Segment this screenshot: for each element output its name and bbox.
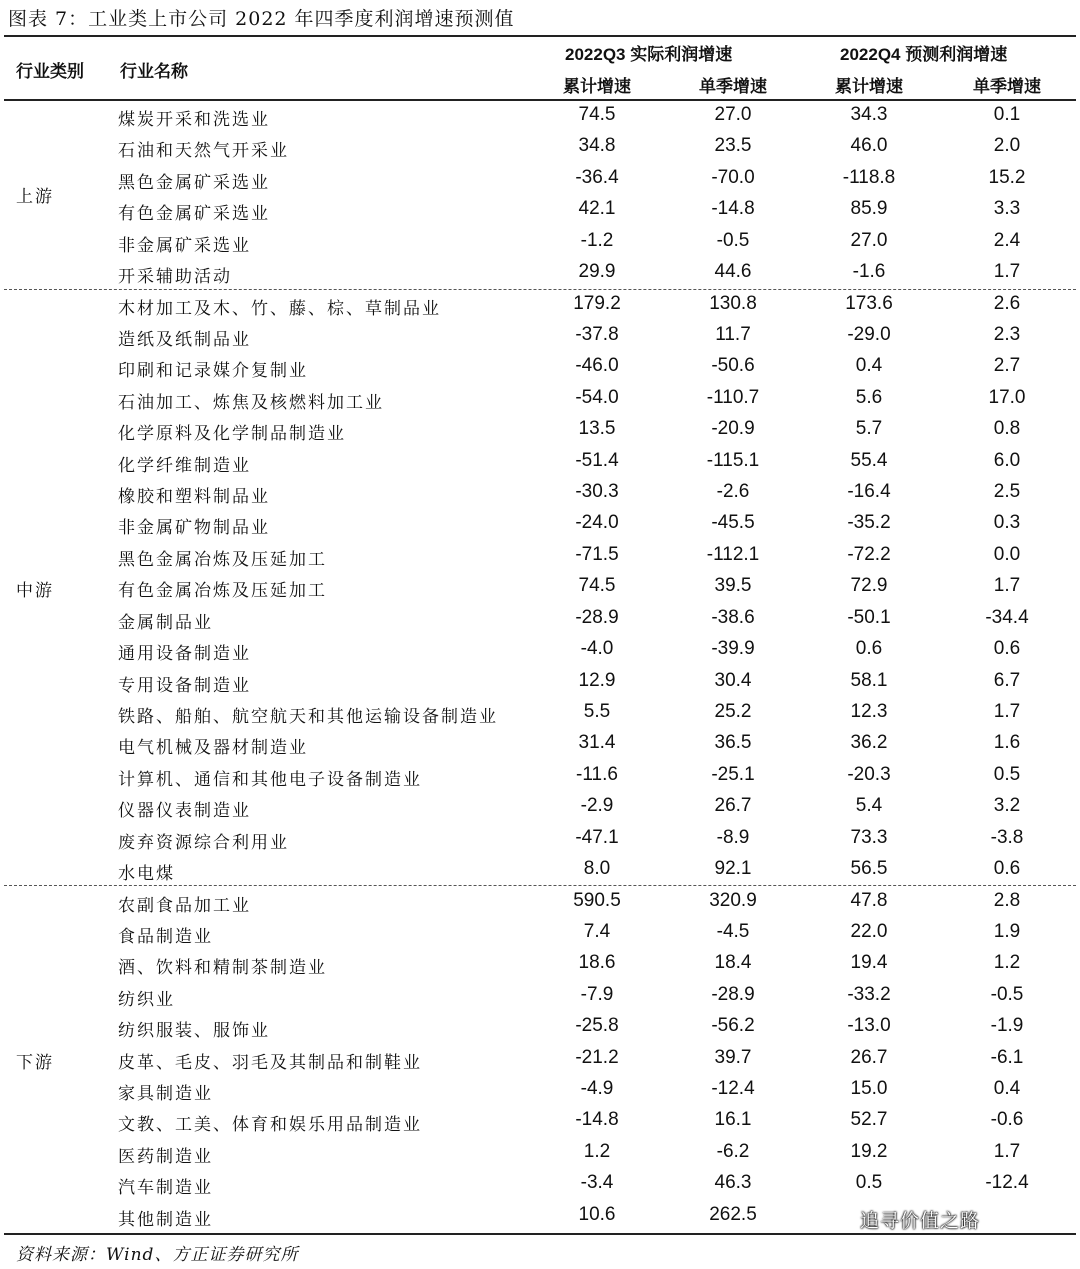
q4-cumulative-growth: -50.1: [847, 606, 891, 628]
q3-single-growth: 130.8: [709, 292, 757, 314]
table-row: [0, 729, 1080, 760]
table-row: [0, 1169, 1080, 1200]
q3-single-growth: -14.8: [711, 198, 755, 220]
table-row: [0, 1075, 1080, 1106]
q3-single-growth: -28.9: [711, 983, 755, 1005]
industry-name: 黑色金属矿采选业: [118, 172, 270, 193]
industry-name: 有色金属矿采选业: [118, 204, 270, 225]
industry-name: 纺织业: [118, 989, 175, 1010]
table-row: [0, 164, 1080, 195]
q4-single-growth: 1.2: [993, 952, 1021, 974]
table-row: [0, 447, 1080, 478]
header-group-q3: 2022Q3 实际利润增速: [565, 45, 733, 64]
watermark: 追寻价值之路: [860, 1210, 981, 1232]
q3-single-growth: 11.7: [715, 323, 751, 345]
table-row: [0, 478, 1080, 509]
industry-name: 农副食品加工业: [118, 895, 251, 916]
q4-cumulative-growth: -35.2: [847, 512, 891, 534]
q3-single-growth: 27.0: [714, 104, 752, 125]
table-row: [0, 667, 1080, 698]
q4-cumulative-growth: 52.7: [850, 1109, 888, 1131]
q4-cumulative-growth: 85.9: [850, 198, 888, 220]
header-q3-single: 单季增速: [699, 77, 767, 97]
table-row: [0, 384, 1080, 415]
category-midstream: 中游: [16, 581, 54, 601]
table-row: [0, 887, 1080, 918]
q4-single-growth: 0.6: [993, 638, 1021, 660]
q3-single-growth: -8.9: [716, 826, 750, 848]
q4-single-growth: -1.9: [990, 1015, 1024, 1037]
table-row: [0, 1106, 1080, 1137]
q4-single-growth: -0.5: [990, 983, 1024, 1005]
q3-cumulative-growth: 74.5: [578, 575, 616, 597]
q4-cumulative-growth: 19.4: [850, 952, 888, 974]
q4-cumulative-growth: 34.3: [850, 104, 888, 125]
q4-cumulative-growth: 55.4: [850, 449, 888, 471]
category-downstream: 下游: [16, 1053, 54, 1073]
q4-cumulative-growth: -16.4: [847, 481, 891, 503]
table-row: [0, 321, 1080, 352]
q3-single-growth: 39.7: [714, 1046, 752, 1068]
q3-cumulative-growth: -7.9: [580, 983, 614, 1005]
q3-single-growth: -20.9: [711, 418, 755, 440]
q4-cumulative-growth: 73.3: [850, 826, 888, 848]
q3-single-growth: 46.3: [714, 1172, 752, 1194]
q3-single-growth: -12.4: [711, 1078, 755, 1100]
industry-name: 有色金属冶炼及压延加工: [118, 581, 327, 602]
q4-cumulative-growth: 19.2: [850, 1140, 888, 1162]
q4-single-growth: 2.7: [993, 355, 1021, 377]
q4-cumulative-growth: 46.0: [850, 135, 888, 157]
table-row: [0, 415, 1080, 446]
q3-single-growth: 36.5: [714, 732, 752, 754]
table-row: [0, 698, 1080, 729]
q3-single-growth: -25.1: [711, 763, 755, 785]
q3-cumulative-growth: -2.9: [580, 795, 614, 817]
q3-cumulative-growth: -37.8: [575, 323, 619, 345]
q4-single-growth: 6.0: [993, 449, 1021, 471]
q3-single-growth: -50.6: [711, 355, 755, 377]
industry-name: 木材加工及木、竹、藤、棕、草制品业: [118, 298, 441, 319]
table-row: [0, 1012, 1080, 1043]
q3-cumulative-growth: 12.9: [578, 669, 616, 691]
q3-cumulative-growth: -21.2: [575, 1046, 619, 1068]
table-row: [0, 792, 1080, 823]
q3-single-growth: 320.9: [709, 889, 757, 911]
industry-name: 化学原料及化学制品制造业: [118, 424, 346, 445]
q4-cumulative-growth: -13.0: [847, 1015, 891, 1037]
header-category: 行业类别: [16, 62, 84, 82]
industry-name: 开采辅助活动: [118, 267, 232, 288]
q3-cumulative-growth: -71.5: [575, 543, 619, 565]
table-row: [0, 981, 1080, 1012]
industry-name: 其他制造业: [118, 1209, 213, 1230]
q4-single-growth: 3.2: [993, 795, 1021, 817]
industry-name: 酒、饮料和精制茶制造业: [118, 958, 327, 979]
q3-single-growth: 26.7: [714, 795, 752, 817]
table-row: [0, 635, 1080, 666]
industry-name: 通用设备制造业: [118, 644, 251, 665]
industry-name: 造纸及纸制品业: [118, 329, 251, 350]
industry-name: 煤炭开采和洗选业: [118, 110, 270, 130]
q4-single-growth: 0.5: [993, 763, 1021, 785]
q3-cumulative-growth: -11.6: [576, 763, 618, 785]
q4-single-growth: 0.4: [993, 1078, 1021, 1100]
industry-name: 文教、工美、体育和娱乐用品制造业: [118, 1115, 422, 1136]
q3-cumulative-growth: 13.5: [578, 418, 616, 440]
q4-single-growth: 2.0: [993, 135, 1021, 157]
q3-cumulative-growth: 1.2: [583, 1140, 611, 1162]
q4-single-growth: 3.3: [993, 198, 1021, 220]
q4-single-growth: 2.4: [993, 229, 1021, 251]
table-row: [0, 195, 1080, 226]
table-top-rule: [4, 35, 1076, 37]
table-row: [0, 1044, 1080, 1075]
q4-single-growth: 1.7: [993, 1140, 1021, 1162]
industry-name: 化学纤维制造业: [118, 455, 251, 476]
q4-cumulative-growth: 27.0: [850, 229, 888, 251]
q3-single-growth: 262.5: [709, 1203, 757, 1225]
q3-cumulative-growth: -24.0: [575, 512, 619, 534]
q3-single-growth: 16.1: [714, 1109, 752, 1131]
industry-name: 黑色金属冶炼及压延加工: [118, 549, 327, 570]
q4-cumulative-growth: -1.6: [852, 261, 886, 283]
q4-single-growth: 0.3: [993, 512, 1021, 534]
table-row: [0, 1138, 1080, 1169]
q4-cumulative-growth: -118.8: [842, 166, 896, 188]
industry-name: 医药制造业: [118, 1146, 213, 1167]
q4-cumulative-growth: 72.9: [850, 575, 888, 597]
industry-name: 皮革、毛皮、羽毛及其制品和制鞋业: [118, 1052, 422, 1073]
industry-name: 家具制造业: [118, 1084, 213, 1105]
q3-single-growth: -38.6: [711, 606, 755, 628]
q4-single-growth: 1.7: [993, 700, 1021, 722]
industry-name: 汽车制造业: [118, 1178, 213, 1199]
industry-name: 非金属矿采选业: [118, 235, 251, 256]
q3-single-growth: -2.6: [716, 481, 750, 503]
industry-name: 计算机、通信和其他电子设备制造业: [118, 769, 422, 790]
q3-cumulative-growth: 29.9: [578, 261, 616, 283]
q3-single-growth: 23.5: [714, 135, 752, 157]
q4-single-growth: 2.8: [993, 889, 1021, 911]
table-row: [0, 604, 1080, 635]
q4-single-growth: 0.8: [993, 418, 1021, 440]
source-note: 资料来源：Wind、方正证券研究所: [16, 1245, 299, 1265]
q4-single-growth: 0.1: [993, 104, 1021, 125]
table-row: [0, 352, 1080, 383]
q4-cumulative-growth: 22.0: [850, 920, 888, 942]
q3-cumulative-growth: 74.5: [578, 104, 616, 125]
q3-cumulative-growth: -14.8: [575, 1109, 619, 1131]
q4-single-growth: -6.1: [990, 1046, 1024, 1068]
q3-single-growth: -4.5: [716, 920, 750, 942]
table-row: [0, 227, 1080, 258]
q3-single-growth: 30.4: [714, 669, 752, 691]
q4-single-growth: -0.6: [990, 1109, 1024, 1131]
q4-cumulative-growth: -29.0: [847, 323, 891, 345]
q3-cumulative-growth: 590.5: [573, 889, 621, 911]
q4-cumulative-growth: 15.0: [850, 1078, 888, 1100]
q4-single-growth: 1.7: [993, 261, 1021, 283]
q3-cumulative-growth: -1.2: [580, 229, 614, 251]
q3-cumulative-growth: 7.4: [583, 920, 611, 942]
q4-single-growth: 1.9: [993, 920, 1021, 942]
industry-name: 非金属矿物制品业: [118, 518, 270, 539]
q3-cumulative-growth: 18.6: [578, 952, 616, 974]
q3-single-growth: -45.5: [711, 512, 755, 534]
q3-single-growth: 39.5: [714, 575, 752, 597]
q4-cumulative-growth: 36.2: [850, 732, 888, 754]
q4-cumulative-growth: -20.3: [847, 763, 891, 785]
q4-single-growth: -34.4: [985, 606, 1029, 628]
q3-cumulative-growth: -46.0: [575, 355, 619, 377]
industry-name: 印刷和记录媒介复制业: [118, 361, 308, 382]
industry-name: 水电煤: [118, 864, 175, 885]
figure-title: 图表 7：工业类上市公司 2022 年四季度利润增速预测值: [8, 8, 515, 30]
table-row: [0, 855, 1080, 886]
table-row: [0, 509, 1080, 540]
q3-cumulative-growth: -36.4: [575, 166, 619, 188]
q3-single-growth: 44.6: [714, 261, 752, 283]
q3-single-growth: -0.5: [716, 229, 750, 251]
q4-single-growth: -3.8: [990, 826, 1024, 848]
table-row: [0, 541, 1080, 572]
table-row: [0, 132, 1080, 163]
table-row: [0, 101, 1080, 132]
q4-cumulative-growth: 173.6: [845, 292, 893, 314]
q4-cumulative-growth: 12.3: [850, 700, 888, 722]
q4-single-growth: 0.6: [993, 858, 1021, 880]
q3-single-growth: -56.2: [711, 1015, 755, 1037]
group-divider: [4, 885, 1076, 886]
q3-single-growth: 92.1: [714, 858, 752, 880]
table-bottom-rule: [4, 1233, 1076, 1235]
q4-cumulative-growth: 0.6: [855, 638, 883, 660]
q3-cumulative-growth: 42.1: [578, 198, 616, 220]
q4-single-growth: 0.0: [993, 543, 1021, 565]
group-divider: [4, 289, 1076, 290]
q3-cumulative-growth: -25.8: [575, 1015, 619, 1037]
q3-cumulative-growth: 179.2: [573, 292, 621, 314]
q4-single-growth: 1.7: [993, 575, 1021, 597]
q4-single-growth: 2.3: [993, 323, 1021, 345]
header-q4-cum: 累计增速: [835, 77, 903, 97]
q4-cumulative-growth: 56.5: [850, 858, 888, 880]
q3-single-growth: 18.4: [714, 952, 752, 974]
q3-single-growth: -112.1: [706, 543, 760, 565]
q3-single-growth: -110.7: [706, 386, 760, 408]
q3-cumulative-growth: 10.6: [578, 1203, 616, 1225]
industry-name: 金属制品业: [118, 612, 213, 633]
q3-cumulative-growth: -30.3: [575, 481, 619, 503]
q4-cumulative-growth: 5.4: [855, 795, 883, 817]
q4-single-growth: 2.6: [993, 292, 1021, 314]
q4-cumulative-growth: 5.7: [855, 418, 883, 440]
q4-single-growth: -12.4: [985, 1172, 1029, 1194]
table-row: [0, 290, 1080, 321]
table-row: [0, 824, 1080, 855]
q4-cumulative-growth: -33.2: [847, 983, 891, 1005]
q3-single-growth: -70.0: [711, 166, 755, 188]
q3-single-growth: 25.2: [714, 700, 752, 722]
table-row: [0, 572, 1080, 603]
industry-name: 铁路、船舶、航空航天和其他运输设备制造业: [118, 706, 498, 727]
q3-cumulative-growth: 31.4: [578, 732, 616, 754]
q4-cumulative-growth: 26.7: [850, 1046, 888, 1068]
industry-name: 专用设备制造业: [118, 675, 251, 696]
header-group-q4: 2022Q4 预测利润增速: [840, 45, 1008, 64]
q3-cumulative-growth: -4.9: [580, 1078, 614, 1100]
q3-single-growth: -6.2: [716, 1140, 750, 1162]
q4-single-growth: 6.7: [993, 669, 1021, 691]
q3-cumulative-growth: -54.0: [575, 386, 619, 408]
category-upstream: 上游: [16, 187, 54, 207]
header-name: 行业名称: [120, 62, 188, 82]
q4-single-growth: 2.5: [993, 481, 1021, 503]
q4-cumulative-growth: 5.6: [855, 386, 883, 408]
industry-name: 电气机械及器材制造业: [118, 738, 308, 759]
q4-cumulative-growth: 0.4: [855, 355, 883, 377]
q3-single-growth: -39.9: [711, 638, 755, 660]
industry-name: 石油加工、炼焦及核燃料加工业: [118, 392, 384, 413]
q3-cumulative-growth: -28.9: [575, 606, 619, 628]
q4-cumulative-growth: -72.2: [847, 543, 891, 565]
industry-name: 废弃资源综合利用业: [118, 832, 289, 853]
header-q4-single: 单季增速: [973, 77, 1041, 97]
q3-cumulative-growth: -51.4: [575, 449, 619, 471]
q3-cumulative-growth: 34.8: [578, 135, 616, 157]
industry-name: 食品制造业: [118, 926, 213, 947]
q4-single-growth: 17.0: [988, 386, 1026, 408]
q3-single-growth: -115.1: [706, 449, 760, 471]
industry-name: 仪器仪表制造业: [118, 801, 251, 822]
industry-name: 纺织服装、服饰业: [118, 1021, 270, 1042]
table-row: [0, 258, 1080, 289]
industry-name: 石油和天然气开采业: [118, 141, 289, 162]
q4-single-growth: 15.2: [988, 166, 1026, 188]
q4-single-growth: 1.6: [993, 732, 1021, 754]
q4-cumulative-growth: 47.8: [850, 889, 888, 911]
header-q3-cum: 累计增速: [563, 77, 631, 97]
q4-cumulative-growth: 0.5: [855, 1172, 883, 1194]
q3-cumulative-growth: -3.4: [580, 1172, 614, 1194]
q4-cumulative-growth: 58.1: [850, 669, 888, 691]
q3-cumulative-growth: -47.1: [575, 826, 619, 848]
q3-cumulative-growth: 8.0: [583, 858, 611, 880]
table-row: [0, 918, 1080, 949]
q3-cumulative-growth: -4.0: [580, 638, 614, 660]
industry-name: 橡胶和塑料制品业: [118, 487, 270, 508]
q3-cumulative-growth: 5.5: [583, 700, 611, 722]
table-row: [0, 761, 1080, 792]
table-row: [0, 949, 1080, 980]
